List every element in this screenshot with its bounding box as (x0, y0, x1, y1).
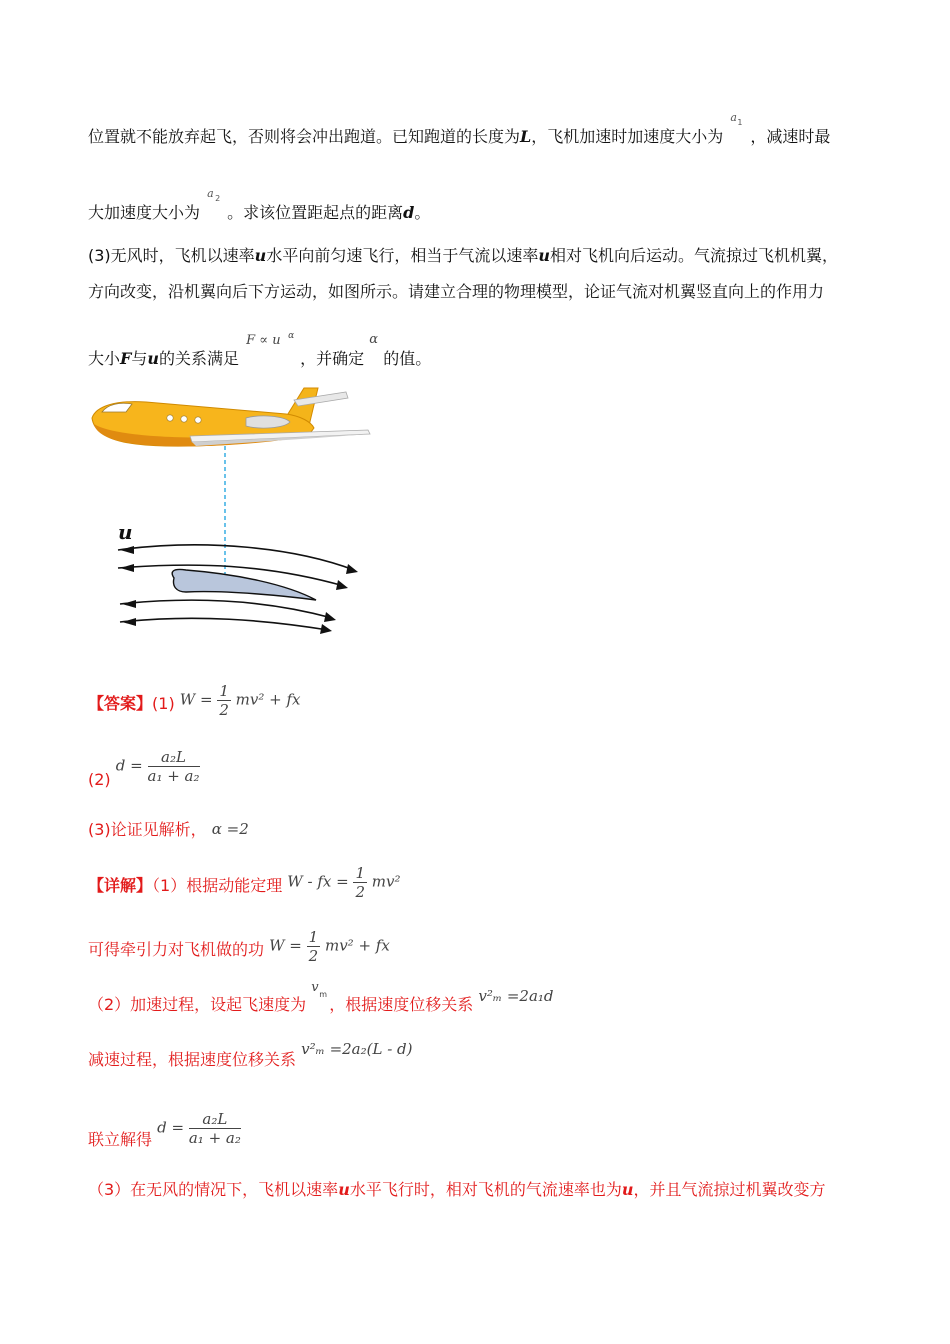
text: 。求该位置距起点的距离 (227, 203, 404, 222)
den: a₁ + a₂ (147, 767, 200, 785)
formula-sup: α (288, 331, 295, 341)
question-line-1 (88, 111, 831, 147)
a2-letter: a (207, 187, 214, 200)
airplane-airflow-figure (86, 378, 386, 648)
fraction (307, 928, 321, 965)
num: 1 (219, 682, 229, 700)
text: 可得牵引力对飞机做的功 (88, 940, 265, 959)
answer-line-1 (88, 682, 301, 723)
question-line-3 (88, 246, 838, 266)
text: ，飞机加速时加速度大小为 (531, 127, 724, 146)
fraction (148, 748, 200, 785)
detail-line-5 (88, 1110, 241, 1159)
u-label: u (118, 520, 133, 544)
answer-tag: 【答案】 (88, 694, 153, 713)
den: 2 (308, 947, 319, 965)
vm-letter: v (311, 980, 319, 995)
detail-line-6 (88, 1180, 826, 1200)
text: 联立解得 (88, 1130, 153, 1149)
var-a1 (728, 111, 750, 142)
detail-line-3 (88, 980, 554, 1016)
eq-left: d = (115, 756, 143, 775)
var-F: F (120, 349, 132, 368)
text: 方向改变，沿机翼向后下方运动，如图所示。请建立合理的物理模型，论证气流对机翼竖直向上的作用力 (88, 282, 825, 301)
detail-line-2 (88, 928, 390, 969)
var-u: u (621, 1180, 634, 1199)
detail-2-formula (269, 928, 390, 965)
question-line-4 (88, 282, 824, 302)
text: 的值。 (383, 349, 432, 368)
var-u: u (254, 246, 267, 265)
alpha-value: α =2 (211, 819, 249, 838)
text: 减速过程，根据速度位移关系 (88, 1050, 297, 1069)
eq-left: d = (157, 1118, 185, 1137)
text: （2）加速过程，设起飞速度为 (88, 995, 307, 1014)
text: (1) (152, 694, 175, 713)
fraction (189, 1110, 241, 1147)
detail-3-formula: v²ₘ =2a₁d (478, 986, 554, 1005)
text: （3）在无风的情况下，飞机以速率 (88, 1180, 339, 1199)
text: 大小 (88, 349, 121, 368)
var-alpha (369, 332, 383, 364)
eq-left: W - fx = (287, 872, 349, 891)
fraction (217, 682, 231, 719)
answer-line-3 (88, 820, 249, 841)
eq-right: mv² (371, 872, 401, 891)
den: 2 (219, 701, 229, 719)
a1-letter: a (730, 111, 737, 124)
eq-left: W = (269, 936, 302, 955)
airplane-illustration (92, 388, 370, 446)
var-L: L (520, 127, 532, 146)
detail-line-1 (88, 864, 401, 905)
num: 1 (355, 864, 365, 882)
detail-tag: 【详解】 (88, 876, 153, 895)
detail-5-formula (157, 1110, 241, 1147)
text: 水平向前匀速飞行，相当于气流以速率 (266, 246, 539, 265)
var-u: u (538, 246, 550, 265)
text: ，减速时最 (750, 127, 831, 146)
text: 水平飞行时，相对飞机的气流速率也为 (349, 1180, 622, 1199)
text: (3)无风时，飞机以速率 (88, 246, 255, 265)
alpha: α (369, 332, 379, 347)
answer-1-formula (180, 682, 301, 719)
text: 。 (414, 203, 431, 222)
proportional-formula (244, 331, 300, 364)
answer-line-2 (88, 748, 200, 799)
formula-text: F ∝ u (246, 333, 281, 348)
fraction (353, 864, 367, 901)
text: (3)论证见解析， (88, 820, 207, 839)
eq-right: mv² + fx (235, 690, 301, 709)
text: 与 (131, 349, 148, 368)
text: 的关系满足 (159, 349, 240, 368)
var-a2 (205, 187, 227, 218)
eq-right: mv² + fx (324, 936, 390, 955)
text: ，根据速度位移关系 (329, 995, 474, 1014)
num: 1 (308, 928, 319, 946)
detail-line-4 (88, 1039, 413, 1071)
var-vm (311, 980, 329, 1010)
var-d: d (403, 203, 415, 222)
den: 2 (355, 883, 365, 901)
text: ，并且气流掠过机翼改变方 (633, 1180, 826, 1199)
question-line-5 (88, 331, 432, 369)
vm-sub: m (319, 990, 328, 999)
var-u: u (338, 1180, 350, 1199)
a1-sub: 1 (737, 118, 743, 127)
question-line-2 (88, 187, 431, 223)
a2-sub: 2 (215, 194, 221, 203)
text: 相对飞机向后运动。气流掠过飞机机翼， (549, 246, 838, 265)
text: 大加速度大小为 (88, 203, 201, 222)
num: a₂L (148, 748, 200, 767)
num: a₂L (189, 1110, 241, 1129)
var-u: u (147, 349, 160, 368)
text: (2) (88, 770, 111, 789)
detail-4-formula: v²ₘ =2a₂(L - d) (301, 1039, 413, 1058)
den: a₁ + a₂ (188, 1129, 241, 1147)
text: （1）根据动能定理 (152, 876, 283, 895)
eq-left: W = (179, 690, 213, 709)
detail-1-formula (287, 864, 400, 901)
answer-2-formula (116, 748, 200, 785)
text: 位置就不能放弃起飞，否则将会冲出跑道。已知跑道的长度为 (88, 127, 521, 146)
text: ，并确定 (300, 349, 365, 368)
